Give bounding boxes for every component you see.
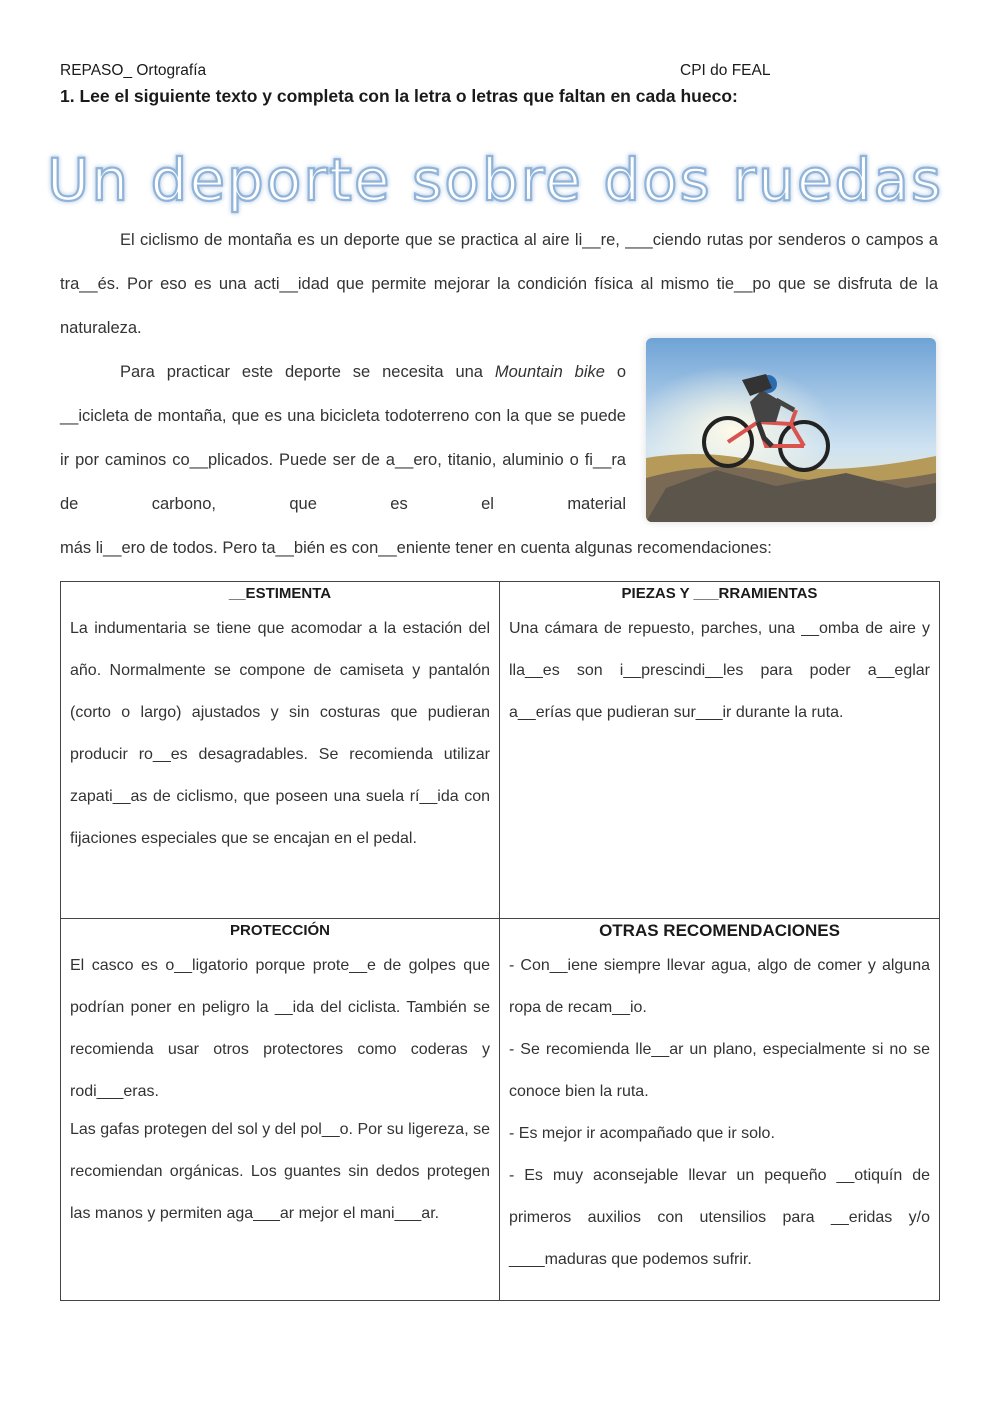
cell-text: Una cámara de repuesto, parches, una __omba de aire y lla__es son i__prescindi__les para poder a__eglar a__erías que pudieran sur___ir durante la ruta. (509, 620, 930, 721)
recommendations-table (60, 581, 940, 1301)
p2-prefix: Para practicar este deporte se necesita una (120, 363, 495, 381)
list-item: - Se recomienda lle__ar un plano, especialmente si no se conoce bien la ruta. (509, 1041, 930, 1100)
cell-otras-recomendaciones (500, 919, 940, 1301)
list-item: - Con__iene siempre llevar agua, algo de comer y alguna ropa de recam__io. (509, 957, 930, 1016)
cell-herramientas (500, 582, 940, 919)
p2-italic-mountain: Mountain (494, 363, 563, 381)
cell-heading: PIEZAS Y ___RRAMIENTAS (621, 585, 818, 602)
cell-text: La indumentaria se tiene que acomodar a la estación del año. Normalmente se compone de camiseta y pantalón (corto o largo) ajustados y sin costuras que pudieran producir ro__es desagradables. Se recomienda utilizar zapati__as de ciclismo, que poseen una suela rí__ida con fijaciones especiales que se encajan en el pedal. (70, 620, 490, 847)
p2-italic-bike: bike (574, 363, 605, 381)
mountain-biker-photo (646, 338, 936, 522)
cell-text: Las gafas protegen del sol y del pol__o. Por su ligereza, se recomiendan orgánicas. Los guantes sin dedos protegen las manos y permiten aga___ar mejor el mani___ar. (70, 1121, 490, 1222)
p2-rest: o __icicleta de montaña, que es una bicicleta todoterreno con la que se puede ir por caminos co__plicados. Puede ser de a__ero, titanio, aluminio o fi__ra de carbono, que es el material (60, 363, 626, 513)
list-item: - Es muy aconsejable llevar un pequeño __otiquín de primeros auxilios con utensilios para __eridas y/o ____maduras que podemos sufrir. (509, 1167, 930, 1268)
cell-proteccion (61, 919, 500, 1301)
intro-paragraph-2 (60, 350, 626, 526)
exercise-instruction: 1. Lee el siguiente texto y completa con la letra o letras que faltan en cada hueco: (60, 86, 738, 106)
cell-heading: PROTECCIÓN (229, 922, 330, 939)
cell-text: El casco es o__ligatorio porque prote__e de golpes que podrían poner en peligro la __ida del ciclista. También se recomienda usar otros protectores como coderas y rodi___eras. (70, 957, 490, 1100)
intro-paragraph-1: El ciclismo de montaña es un deporte que se practica al aire li__re, ___ciendo rutas por senderos o campos a tra__és. Por eso es una acti__idad que permite mejorar la condición física al mismo tie__po que se disfruta de la naturaleza. (60, 231, 938, 337)
list-item: - Es mejor ir acompañado que ir solo. (509, 1125, 775, 1142)
title-text: Un deporte sobre dos ruedas (46, 146, 944, 214)
cell-heading: OTRAS RECOMENDACIONES (599, 921, 840, 940)
cell-vestimenta (61, 582, 500, 919)
worksheet-title (0, 142, 1000, 222)
cell-heading: __ESTIMENTA (228, 585, 332, 602)
intro-paragraph-2-end: más li__ero de todos. Pero ta__bién es con__eniente tener en cuenta algunas recomendaciones: (60, 539, 772, 557)
header-school: CPI do FEAL (680, 62, 771, 79)
header-subject: REPASO_ Ortografía (60, 62, 207, 79)
